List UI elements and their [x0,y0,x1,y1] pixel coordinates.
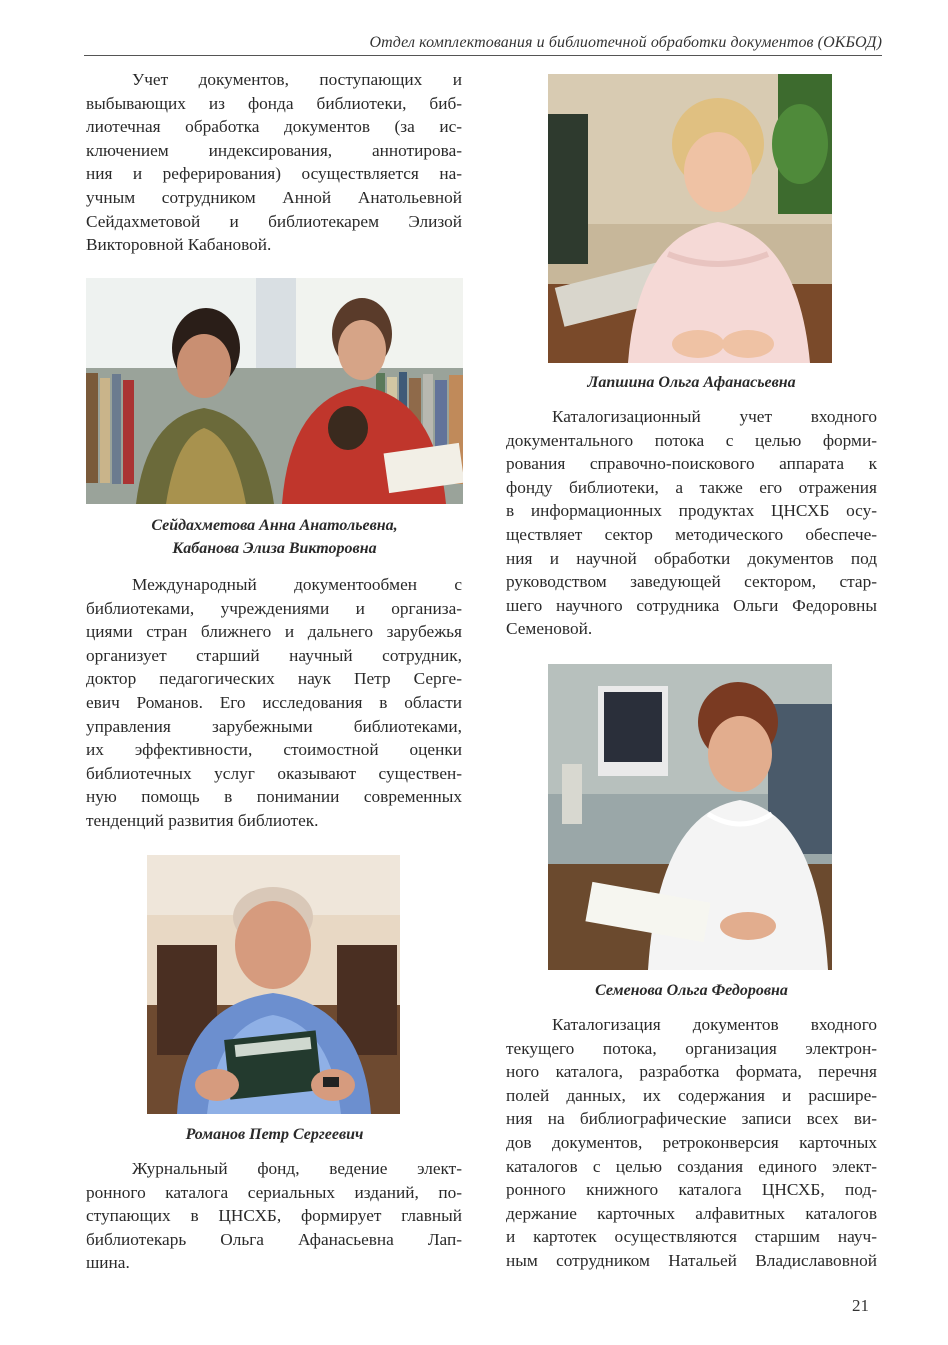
text-line: и картотек осуществляются старшим науч- [506,1227,877,1247]
text-line: в информационных продуктах ЦНСХБ осу- [506,501,877,521]
caption-line: Сейдахметова Анна Анатольевна, [151,517,398,534]
caption-lapshina [506,371,877,394]
text-line: Учет документов, поступающих и [132,70,462,89]
caption-romanov [86,1123,463,1146]
text-line: лиотечная обработка документов (за ис- [86,117,462,137]
text-line: ния и научной обработки документов под [506,548,877,568]
text-line: шина. [86,1253,130,1273]
caption-line: Семенова Ольга Федоровна [595,982,788,999]
caption-semenova [506,979,877,1002]
right-paragraph-1 [506,405,877,641]
text-line: ния на библиографические записи всех ви- [506,1109,877,1129]
text-line: каталогов с целью создания единого элект- [506,1156,877,1176]
text-line: рования справочно-поискового аппарата к [506,454,877,474]
right-paragraph-2 [506,1013,877,1273]
text-line: организует старший научный сотрудник, [86,645,462,665]
text-line: ронного книжного каталога ЦНСХБ, под- [506,1180,877,1200]
text-line: библиотекарь Ольга Афанасьевна Лап- [86,1229,462,1249]
text-line: ным сотрудником Натальей Владиславовной [506,1250,877,1270]
text-line: Сейдахметовой и библиотекарем Элизой [86,211,462,231]
page-number: 21 [852,1296,869,1315]
text-line: Викторовной Кабановой. [86,235,272,255]
text-line: ния и реферирования) осуществляется на- [86,164,462,184]
photo-semenova [548,664,832,970]
text-line: доктор педагогических наук Петр Серге- [86,669,462,689]
text-line: Семеновой. [506,619,593,639]
text-line: Каталогизация документов входного [552,1015,877,1034]
running-header: Отдел комплектования и библиотечной обработки документов (ОКБОД) [369,34,882,51]
text-line: руководством заведующей сектором, стар- [506,572,877,592]
left-paragraph-1 [86,68,462,257]
text-line: циями стран ближнего и дальнего зарубежья [86,622,462,642]
text-line: учным сотрудником Анной Анатольевной [86,187,462,207]
text-line: их эффективности, стоимостной оценки [86,740,462,760]
text-line: ную помощь в понимании современных [86,787,462,807]
photo-seidakhmetova-kabanova [86,278,463,504]
text-line: управления зарубежными библиотеками, [86,716,462,736]
text-line: документального потока с целью форми- [506,430,877,450]
text-line: ключением индексирования, аннотирова- [86,140,462,160]
caption-seidakhmetova-kabanova [86,514,463,560]
photo-romanov [147,855,400,1114]
header-rule [84,55,882,56]
text-line: дов документов, ретроконверсия карточных [506,1132,877,1152]
text-line: библиотечных услуг оказывают существен- [86,763,462,783]
text-line: ного каталога, разработка формата, перечня [506,1062,877,1082]
text-line: ществляет сектор методического обеспече- [506,524,877,544]
caption-line: Кабанова Элиза Викторовна [172,540,377,557]
text-line: тенденций развития библиотек. [86,810,319,830]
text-line: выбывающих из фонда библиотеки, биб- [86,93,462,113]
left-paragraph-2 [86,573,462,833]
text-line: ступающих в ЦНСХБ, формирует главный [86,1206,462,1226]
left-paragraph-3 [86,1157,462,1275]
text-line: Журнальный фонд, ведение элект- [132,1159,462,1178]
text-line: держание карточных алфавитных каталогов [506,1203,877,1223]
text-line: фонду библиотеки, а также его отражения [506,477,877,497]
text-line: полей данных, их содержания и расшире- [506,1085,877,1105]
caption-line: Романов Петр Сергеевич [185,1126,364,1143]
caption-line: Лапшина Ольга Афанасьевна [587,374,796,391]
text-line: библиотеками, учреждениями и организа- [86,598,462,618]
text-line: текущего потока, организация электрон- [506,1038,877,1058]
text-line: Международный документообмен с [132,575,462,594]
text-line: ронного каталога сериальных изданий, по- [86,1182,462,1202]
photo-lapshina [548,74,832,363]
text-line: Каталогизационный учет входного [552,407,877,426]
text-line: шего научного сотрудника Ольги Федоровны [506,595,877,615]
text-line: евич Романов. Его исследования в области [86,692,462,712]
